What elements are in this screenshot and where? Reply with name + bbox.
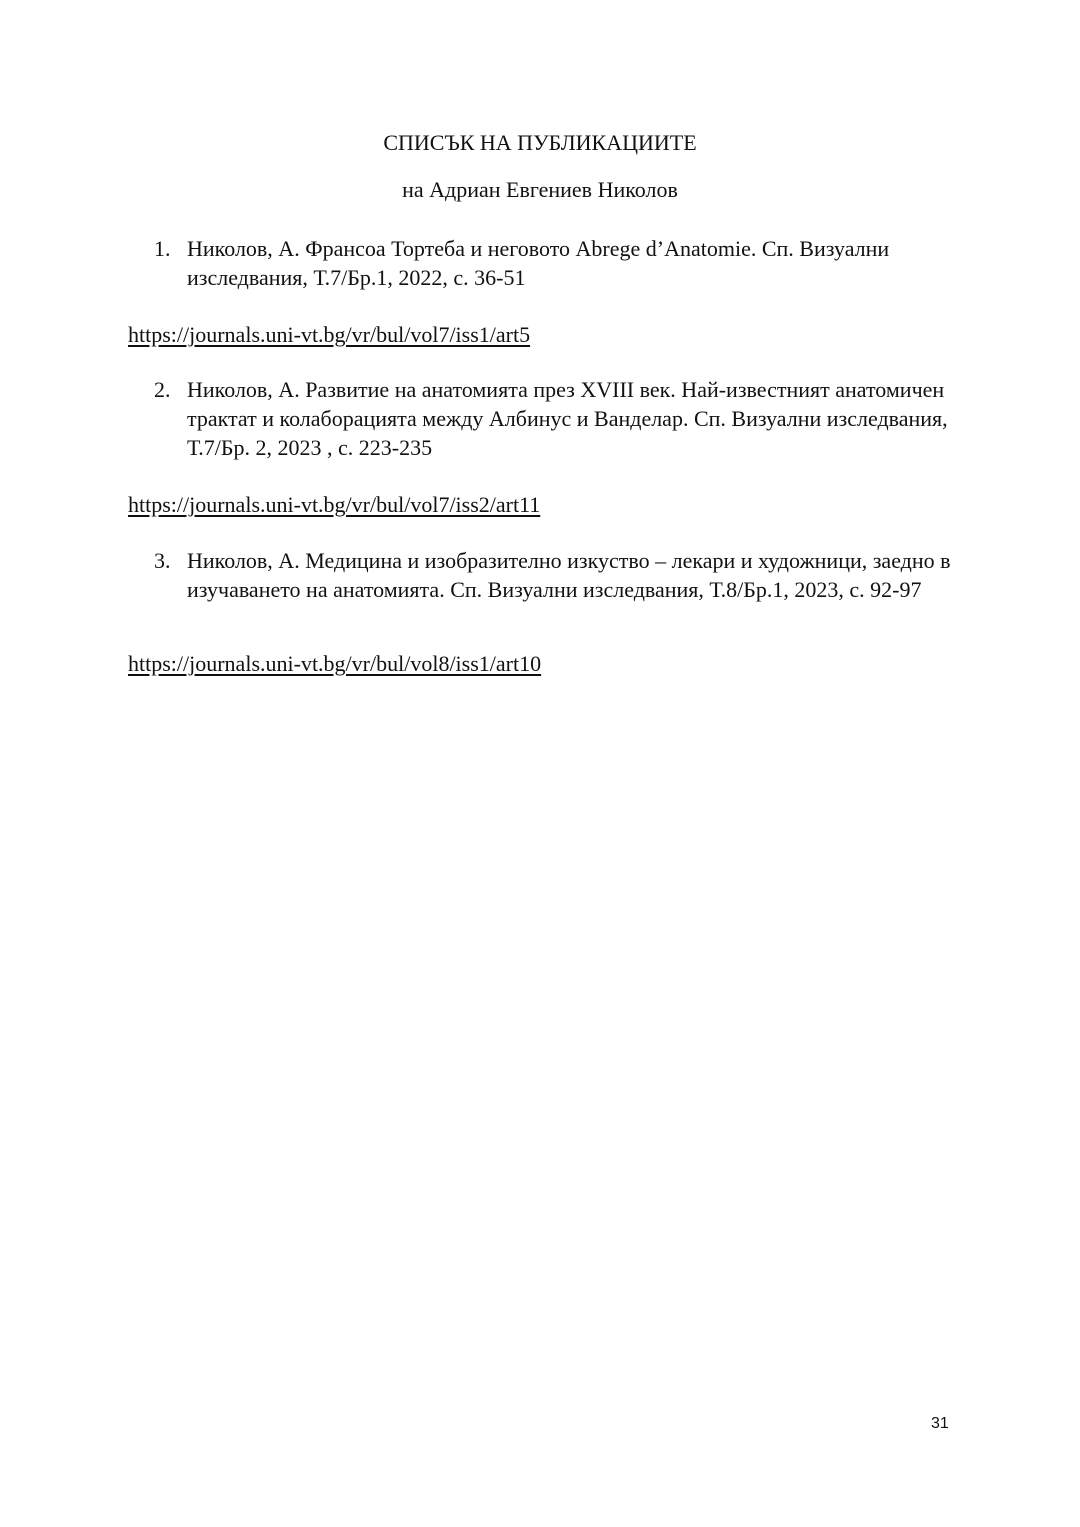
page-number: 31 bbox=[931, 1415, 949, 1432]
publication-link-2[interactable]: https://journals.uni-vt.bg/vr/bul/vol7/iss2/art11 bbox=[128, 492, 541, 517]
publication-citation: Николов, А. Развитие на анатомията през XVIII век. Най-известният анатомичен трактат и колаборацията между Албинус и Ванделар. Сп. Визуални изследвания, Т.7/Бр. 2, 2023 , с. 223-235 bbox=[187, 377, 948, 460]
publication-number: 2. bbox=[154, 377, 171, 402]
publication-link-1[interactable]: https://journals.uni-vt.bg/vr/bul/vol7/iss1/art5 bbox=[128, 322, 531, 347]
publication-item-2 bbox=[154, 375, 954, 462]
publication-number: 1. bbox=[154, 236, 171, 261]
publication-link-3[interactable]: https://journals.uni-vt.bg/vr/bul/vol8/iss1/art10 bbox=[128, 651, 542, 676]
page-title: СПИСЪК НА ПУБЛИКАЦИИТЕ bbox=[383, 130, 697, 155]
publication-item-3 bbox=[154, 546, 954, 604]
page-subtitle: на Адриан Евгениев Николов bbox=[402, 177, 678, 202]
publication-number: 3. bbox=[154, 548, 171, 573]
publication-citation: Николов, А. Франсоа Тортеба и неговото Abrege d’Anatomie. Сп. Визуални изследвания, Т.7/Бр.1, 2022, с. 36-51 bbox=[187, 236, 890, 290]
publication-citation: Николов, А. Медицина и изобразително изкуство – лекари и художници, заедно в изучаването на анатомията. Сп. Визуални изследвания, Т.8/Бр.1, 2023, с. 92-97 bbox=[187, 548, 951, 602]
publication-item-1 bbox=[154, 234, 954, 292]
